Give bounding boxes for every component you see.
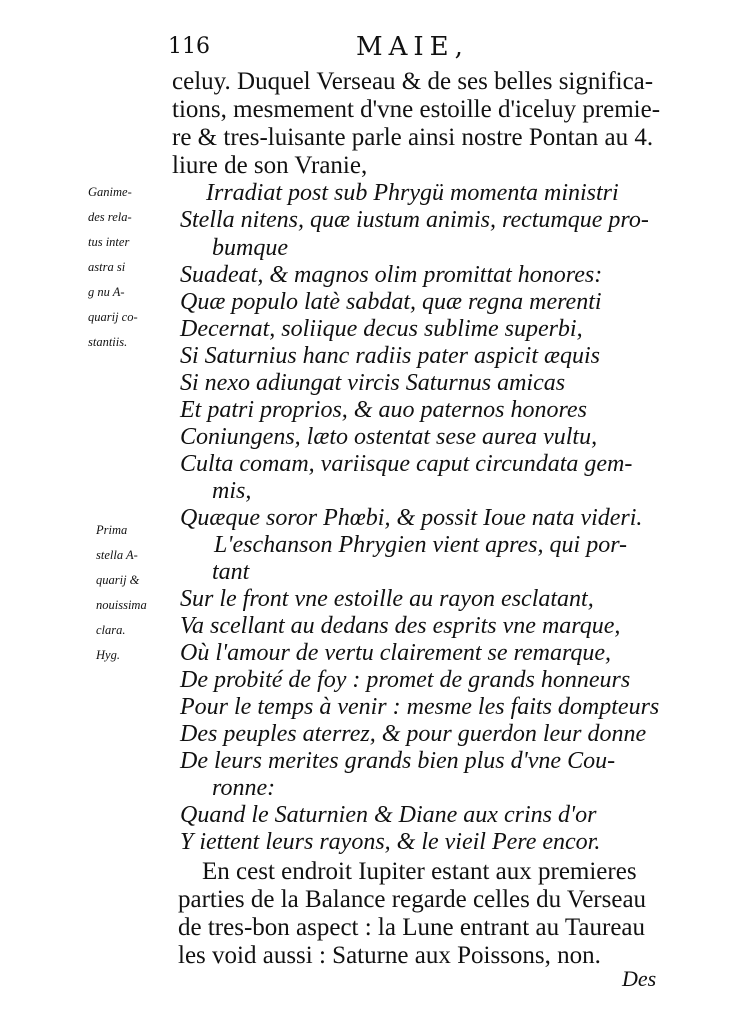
- french-verse-line: De leurs merites grands bien plus d'vne Cou-: [180, 748, 616, 774]
- french-verse-line: Y iettent leurs rayons, & le vieil Pere encor.: [180, 829, 601, 855]
- margin-note-line: nouissima: [96, 598, 147, 612]
- margin-note-line: stella A-: [96, 548, 138, 562]
- latin-verse-line: Si Saturnius hanc radiis pater aspicit æquis: [180, 343, 601, 369]
- intro-line: re & tres-luisante parle ainsi nostre Pontan au 4.: [172, 124, 654, 151]
- latin-verse-line: Quæque soror Phœbi, & possit Ioue nata videri.: [180, 505, 643, 531]
- margin-note-line: quarij co-: [88, 310, 138, 324]
- margin-note-ganimedes: [88, 180, 138, 355]
- closing-line: de tres-bon aspect : la Lune entrant au Taureau: [178, 914, 646, 941]
- latin-verse-line: mis,: [212, 478, 252, 504]
- margin-note-line: Prima: [96, 523, 128, 537]
- french-verse-line: tant: [212, 559, 250, 585]
- french-verse-line: ronne:: [212, 775, 276, 801]
- latin-verse-line: Culta comam, variisque caput circundata gem-: [180, 451, 633, 477]
- french-verse-line: De probité de foy : promet de grands honneurs: [180, 667, 631, 693]
- latin-verse-line: Suadeat, & magnos olim promittat honores:: [180, 262, 603, 288]
- latin-verse-line: Decernat, soliique decus sublime superbi,: [180, 316, 583, 342]
- french-verse-line: Quand le Saturnien & Diane aux crins d'or: [180, 802, 597, 828]
- margin-note-line: stantiis.: [88, 335, 128, 349]
- latin-verse-line: Stella nitens, quæ iustum animis, rectumque pro-: [180, 207, 649, 233]
- french-verse-line: Pour le temps à venir : mesme les faits dompteurs: [180, 694, 660, 720]
- latin-verse-line: bumque: [212, 235, 288, 261]
- french-verse-line: Des peuples aterrez, & pour guerdon leur donne: [180, 721, 647, 747]
- french-verse-line: Sur le front vne estoille au rayon esclatant,: [180, 586, 594, 612]
- latin-verse-line: Coniungens, læto ostentat sese aurea vultu,: [180, 424, 598, 450]
- margin-note-line: des rela-: [88, 210, 132, 224]
- latin-verse-line: Si nexo adiungat vircis Saturnus amicas: [180, 370, 566, 396]
- margin-note-line: clara.: [96, 623, 126, 637]
- intro-line: celuy. Duquel Verseau & de ses belles significa-: [172, 68, 654, 95]
- latin-verse-line: Irradiat post sub Phrygü momenta ministri: [206, 180, 619, 206]
- closing-line: parties de la Balance regarde celles du Verseau: [178, 886, 647, 913]
- intro-line: liure de son Vranie,: [172, 152, 368, 179]
- margin-note-prima-stella: [96, 518, 147, 668]
- margin-note-line: astra si: [88, 260, 126, 274]
- closing-line: les void aussi : Saturne aux Poissons, non.: [178, 942, 601, 969]
- intro-line: tions, mesmement d'vne estoille d'iceluy premie-: [172, 96, 661, 123]
- closing-line: En cest endroit Iupiter estant aux premieres: [202, 858, 637, 885]
- french-verse-line: Où l'amour de vertu clairement se remarque,: [180, 640, 612, 666]
- latin-verse-line: Quæ populo latè sabdat, quæ regna merenti: [180, 289, 602, 315]
- page-number: 116: [168, 34, 210, 59]
- margin-note-line: g nu A-: [88, 285, 125, 299]
- running-head: MAIE,: [356, 32, 469, 62]
- margin-note-line: tus inter: [88, 235, 130, 249]
- catchword: Des: [622, 966, 657, 991]
- french-verse-line: L'eschanson Phrygien vient apres, qui por-: [214, 532, 628, 558]
- french-verse-line: Va scellant au dedans des esprits vne marque,: [180, 613, 621, 639]
- margin-note-line: quarij &: [96, 573, 140, 587]
- latin-verse-line: Et patri proprios, & auo paternos honores: [180, 397, 587, 423]
- margin-note-line: Ganime-: [88, 185, 132, 199]
- page-header: [168, 32, 638, 66]
- margin-note-line: Hyg.: [96, 648, 120, 662]
